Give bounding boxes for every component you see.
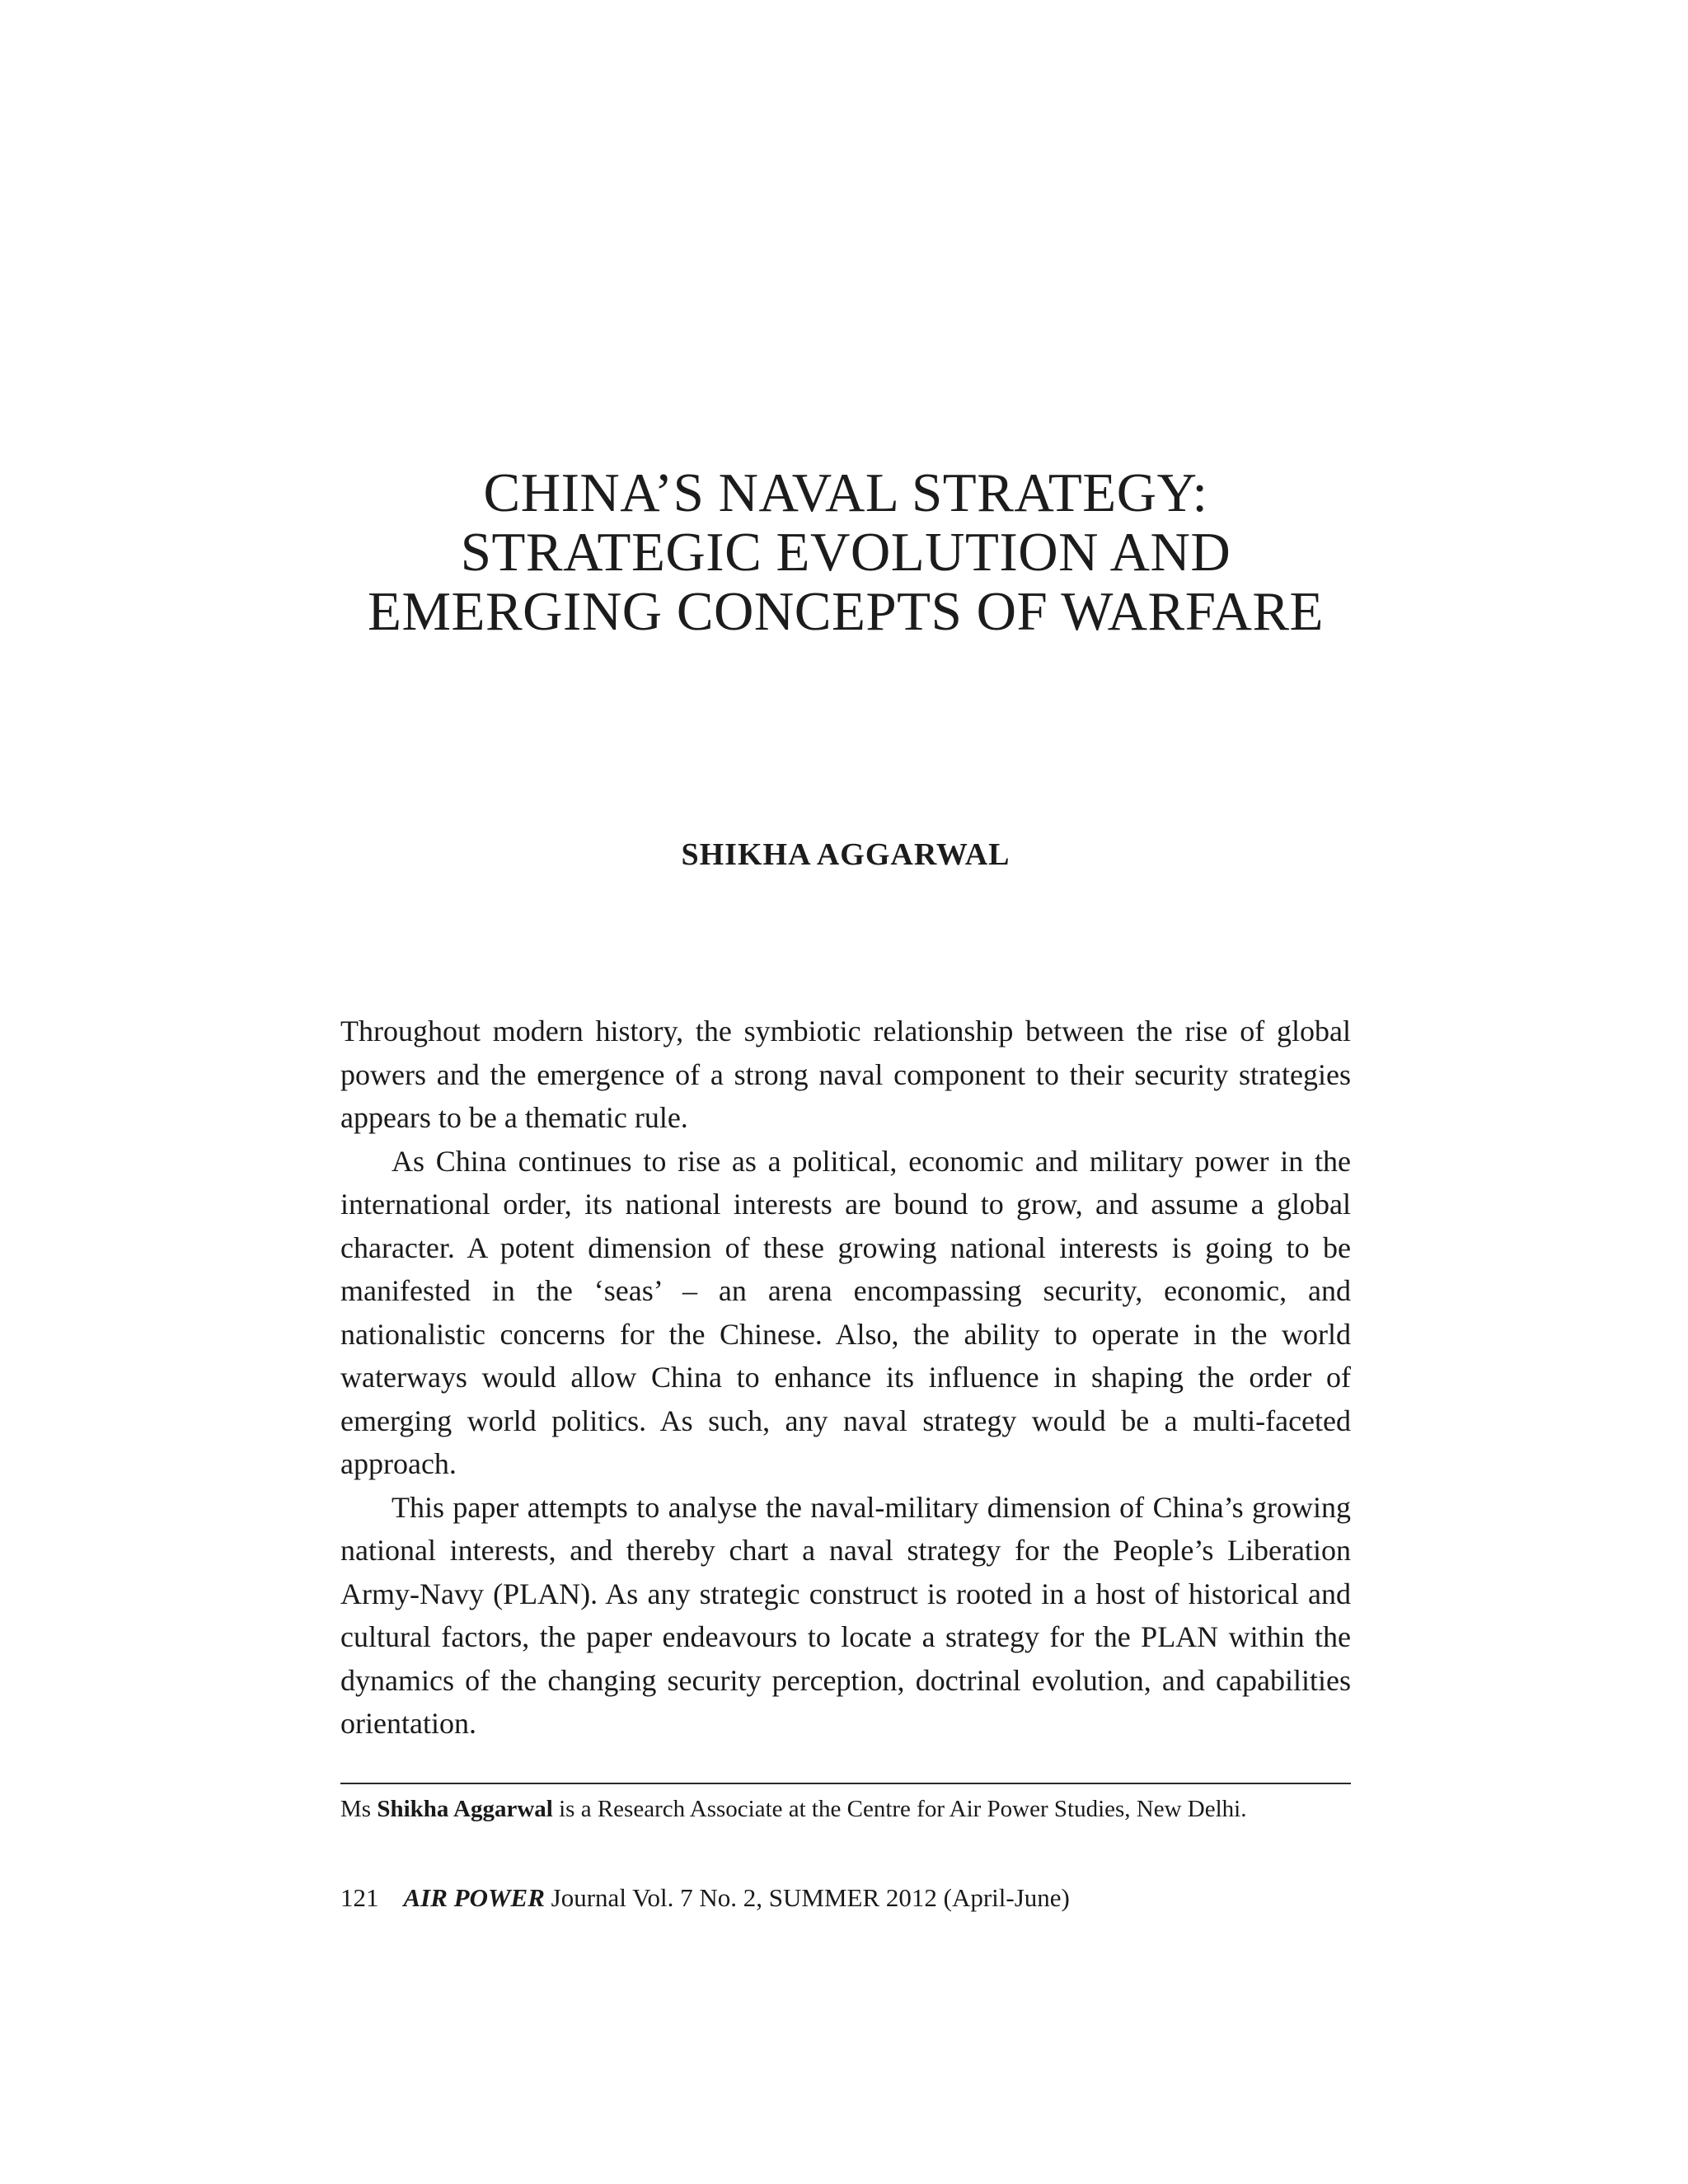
paragraph-2: As China continues to rise as a political, economic and military power in the international order, its national interests are bound to grow, and assume a global character. A potent dimension of these growing national interests is going to be manifested in the ‘seas’ – an arena encompassing security, economic, and nationalistic concerns for the Chinese. Also, the ability to operate in the world waterways would allow China to enhance its influence in shaping the order of emerging world politics. As such, any naval strategy would be a multi-faceted approach. xyxy=(340,1144,1351,1480)
article-body xyxy=(340,1010,1351,1746)
author-name: SHIKHA AGGARWAL xyxy=(681,837,1010,872)
footnote-affiliation: is a Research Associate at the Centre for Air Power Studies, New Delhi. xyxy=(552,1796,1247,1822)
title-line-3: EMERGING CONCEPTS OF WARFARE xyxy=(368,581,1324,642)
article-title xyxy=(340,463,1351,641)
footnote-author-name: Shikha Aggarwal xyxy=(377,1796,553,1822)
journal-name: AIR POWER xyxy=(403,1883,545,1912)
paragraph-1: Throughout modern history, the symbiotic relationship between the rise of global powers and the emergence of a strong naval component to their security strategies appears to be a thematic rule. xyxy=(340,1015,1351,1134)
footnote-divider xyxy=(340,1783,1351,1784)
footnote-prefix: Ms xyxy=(340,1796,377,1822)
title-line-1: CHINA’S NAVAL STRATEGY: xyxy=(483,462,1208,523)
paragraph-3: This paper attempts to analyse the naval-military dimension of China’s growing national interests, and thereby chart a naval strategy for the People’s Liberation Army-Navy (PLAN). As any strategic construct is rooted in a host of historical and cultural factors, the paper endeavours to locate a strategy for the PLAN within the dynamics of the changing security perception, doctrinal evolution, and capabilities orientation. xyxy=(340,1490,1351,1740)
page-footer xyxy=(340,1882,1351,1915)
journal-issue: Journal Vol. 7 No. 2, SUMMER 2012 (April-June) xyxy=(544,1883,1070,1912)
page-number: 121 xyxy=(340,1883,379,1912)
title-line-2: STRATEGIC EVOLUTION AND xyxy=(460,522,1231,583)
author-footnote xyxy=(340,1793,1351,1825)
